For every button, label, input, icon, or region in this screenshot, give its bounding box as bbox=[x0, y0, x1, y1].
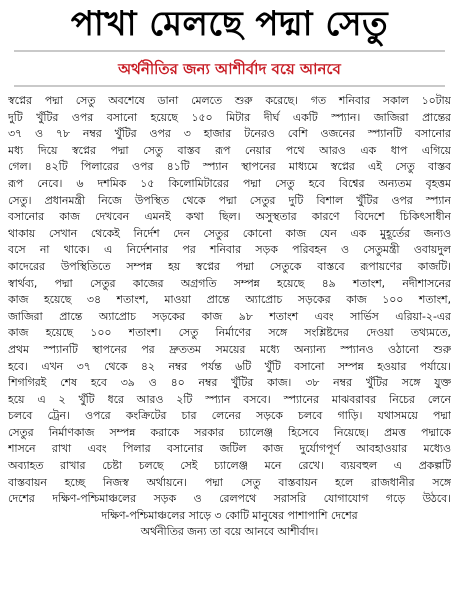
article-line: দুটি খুঁটির ওপর বসানো হয়েছে ১৫০ মিটার দীর্ঘ একটি স্প্যান। জাজিরা প্রান্তের bbox=[8, 110, 451, 124]
article-line: ৩৭ ও ৭৮ নম্বর খুঁটির ওপর ৩ হাজার টনেরও বেশি ওজনের স্প্যানটি বসানোর bbox=[8, 127, 451, 141]
article-line: কাজ হয়েছে ১০০ শতাংশ। সেতু নির্মাণের সঙ্গে সংশ্লিষ্টদের দেওয়া তথ্যমতে, bbox=[8, 326, 451, 340]
article-line: রূপ নেবে। ৬ দশমিক ১৫ কিলোমিটারের পদ্মা সেতু হবে বিশ্বের অন্যতম বৃহত্তম bbox=[8, 176, 451, 190]
article-line: স্বপ্নের পদ্মা সেতু অবশেষে ডানা মেলতে শুরু করেছে। গত শনিবার সকাল ১০টায় bbox=[8, 94, 451, 107]
article-line: চলবে ট্রেন। ওপরে কংক্রিটের চার লেনের সড়কে চলবে গাড়ি। যথাসময়ে পদ্মা bbox=[8, 409, 451, 423]
subtitle: অর্থনীতির জন্য আশীর্বাদ বয়ে আনবে bbox=[118, 60, 341, 78]
article-line: বসানোর কাজ দেখবেন এমনই কথা ছিল। অসুস্থতার কারণে বিদেশে চিকিৎসাধীন bbox=[8, 210, 451, 224]
article-line: বসে না থাকে। এ নির্দেশনার পর শনিবার সড়ক পরিবহন ও সেতুমন্ত্রী ওবায়দুল bbox=[8, 243, 451, 257]
article-line: সেতুর নির্মাণকাজ সম্পন্ন করাকে সরকার চ্যালেঞ্জ হিসেবে নিয়েছে। প্রমত্ত পদ্মাকে bbox=[8, 425, 451, 439]
article-line: দেশের দক্ষিণ-পশ্চিমাঞ্চলের সড়ক ও রেলপথে সরাসরি যোগাযোগ গড়ে উঠবে। bbox=[8, 492, 451, 506]
article-body bbox=[8, 93, 451, 541]
article-line: অর্থনীতির জন্য তা বয়ে আনবে আশীর্বাদ। bbox=[140, 525, 319, 539]
article-line: সেতু। প্রধানমন্ত্রী নিজে উপস্থিত থেকে পদ্মা সেতুর দুটি বিশাল খুঁটির ওপর স্প্যান bbox=[8, 193, 451, 207]
divider-bottom bbox=[14, 85, 445, 87]
article-line: থাকায় সেখান থেকেই নির্দেশ দেন সেতুর কোনো কাজ যেন এক মুহূর্তের জন্যও bbox=[8, 226, 451, 240]
divider-top bbox=[14, 50, 445, 52]
article-line: বাস্তবায়ন হচ্ছে নিজস্ব অর্থায়নে। পদ্মা সেতু বাস্তবায়ন হলে রাজধানীর সঙ্গে bbox=[8, 475, 451, 489]
article-line: শাসনে রাখা এবং পিলার বসানোর জটিল কাজ দুর্যোগপূর্ণ আবহাওয়ার মধ্যেও bbox=[8, 442, 451, 456]
article-line: প্রথম স্প্যানটি স্থাপনের পর দ্রুততম সময়ের মধ্যে অন্যান্য স্প্যানও ওঠানো শুরু bbox=[8, 342, 451, 356]
article-line: গেল। ৪২টি পিলারের ওপর ৪১টি স্প্যান স্থাপনের মাধ্যমে স্বপ্নের এই সেতু বাস্তব bbox=[8, 160, 451, 174]
article-line: হয়ে এ ২ খুঁটি ধরে আরও ২টি স্প্যান বসবে। স্প্যানের মাঝবরাবর নিচের লেনে bbox=[8, 392, 451, 406]
article-line: মধ্য দিয়ে স্বপ্নের পদ্মা সেতু বাস্তব রূপ নেয়ার পথে আরও এক ধাপ এগিয়ে bbox=[8, 143, 451, 157]
article-line: শিগগিরই শেষ হবে ৩৯ ও ৪০ নম্বর খুঁটির কাজ। ৩৮ নম্বর খুঁটির সঙ্গে যুক্ত bbox=[8, 376, 451, 390]
article-line: স্বার্থব্য, পদ্মা সেতুর কাজের অগ্রগতি সম্পন্ন হয়েছে ৪৯ শতাংশ, নদীশাসনের bbox=[8, 276, 451, 290]
article-line: কাদেরের উপস্থিতিতে সম্পন্ন হয় স্বপ্নের পদ্মা সেতুকে বাস্তবে রূপায়ণের কাজটি। bbox=[8, 259, 451, 273]
article-line: কাজ হয়েছে ৩৪ শতাংশ, মাওয়া প্রান্তে অ্যাপ্রোচ সড়কের কাজ ১০০ শতাংশ, bbox=[8, 293, 451, 307]
article-line: অব্যাহত রাখার চেষ্টা চলছে সেই চ্যালেঞ্জ মনে রেখে। ব্যয়বহুল এ প্রকল্পটি bbox=[8, 459, 451, 473]
article-line: জাজিরা প্রান্তে অ্যাপ্রোচ সড়কের কাজ ৯৮ শতাংশ এবং সার্ভিস এরিয়া-২-এর bbox=[8, 309, 451, 323]
article-line: হবে। এখন ৩৭ থেকে ৪২ নম্বর পর্যন্ত ৬টি খুঁটি বসানো সম্পন্ন হওয়ার পর্যায়ে। bbox=[8, 359, 451, 373]
article-line: দক্ষিণ-পশ্চিমাঞ্চলের সাড়ে ৩ কোটি মানুষের পাশাপাশি দেশের bbox=[101, 508, 358, 522]
headline: পাখা মেলছে পদ্মা সেতু bbox=[70, 4, 389, 44]
